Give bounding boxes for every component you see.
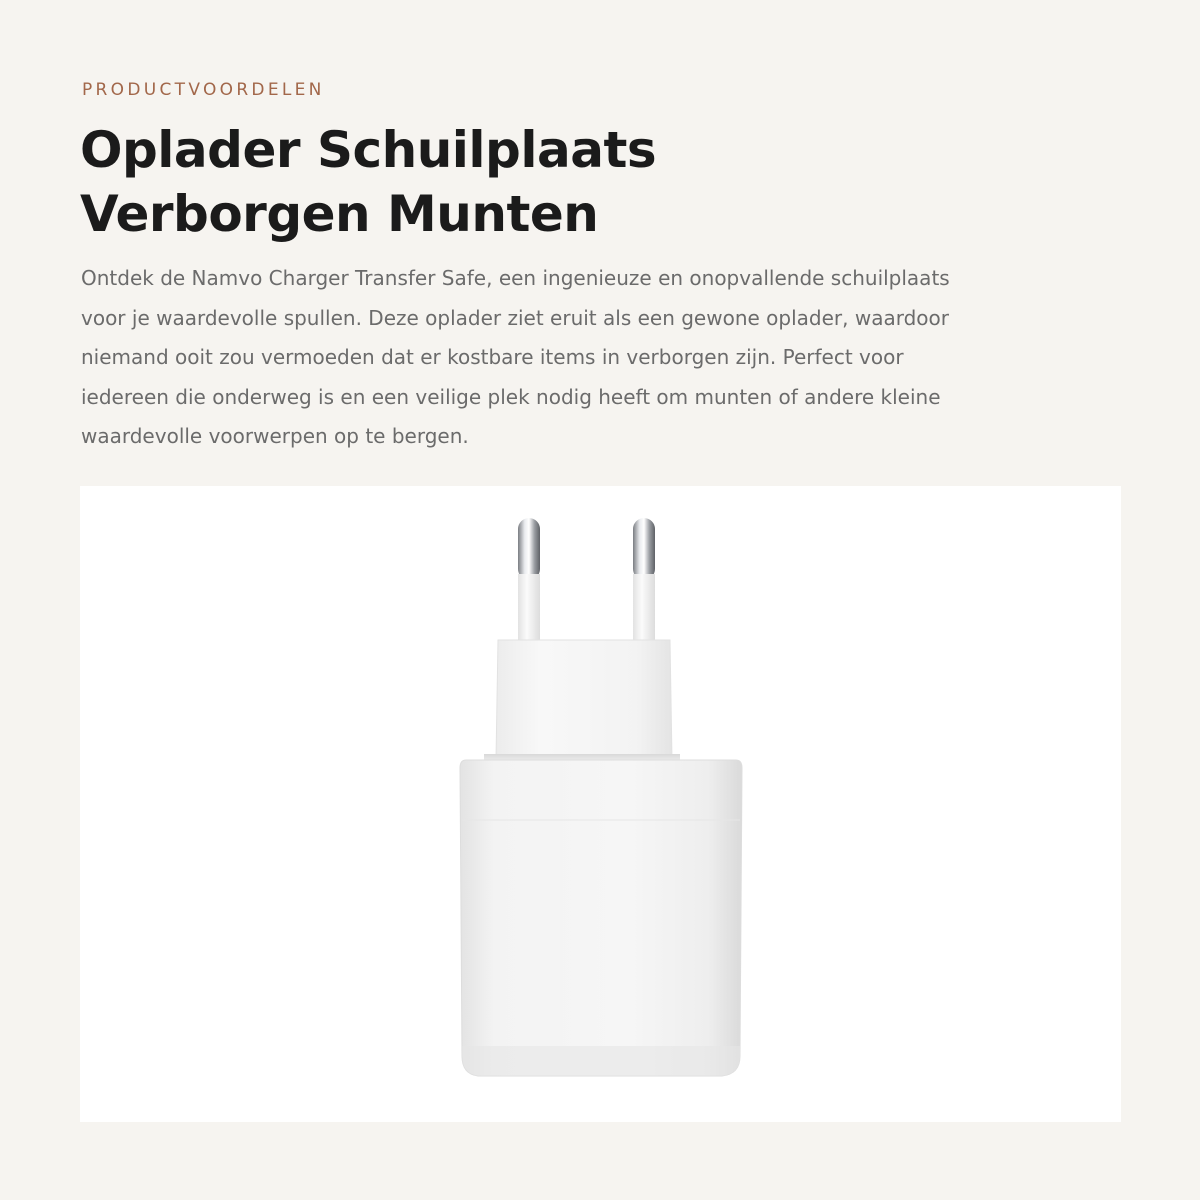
page-title [80, 118, 1120, 246]
description-line: niemand ooit zou vermoeden dat er kostbare items in verborgen zijn. Perfect voor [81, 345, 904, 369]
description-line: Ontdek de Namvo Charger Transfer Safe, een ingenieuze en onopvallende schuilplaats [81, 266, 950, 290]
product-image-panel [80, 486, 1121, 1122]
eu-wall-charger-icon [80, 486, 1121, 1122]
section-eyebrow: PRODUCTVOORDELEN [82, 80, 325, 100]
title-line: Oplader Schuilplaats [80, 121, 657, 179]
title-line: Verborgen Munten [80, 185, 599, 243]
description-line: voor je waardevolle spullen. Deze oplader ziet eruit als een gewone oplader, waardoor [81, 305, 949, 330]
description-line: iedereen die onderweg is en een veilige plek nodig heeft om munten of andere kleine [81, 384, 941, 409]
product-description [81, 259, 1141, 457]
description-line: waardevolle voorwerpen op te bergen. [81, 424, 469, 448]
